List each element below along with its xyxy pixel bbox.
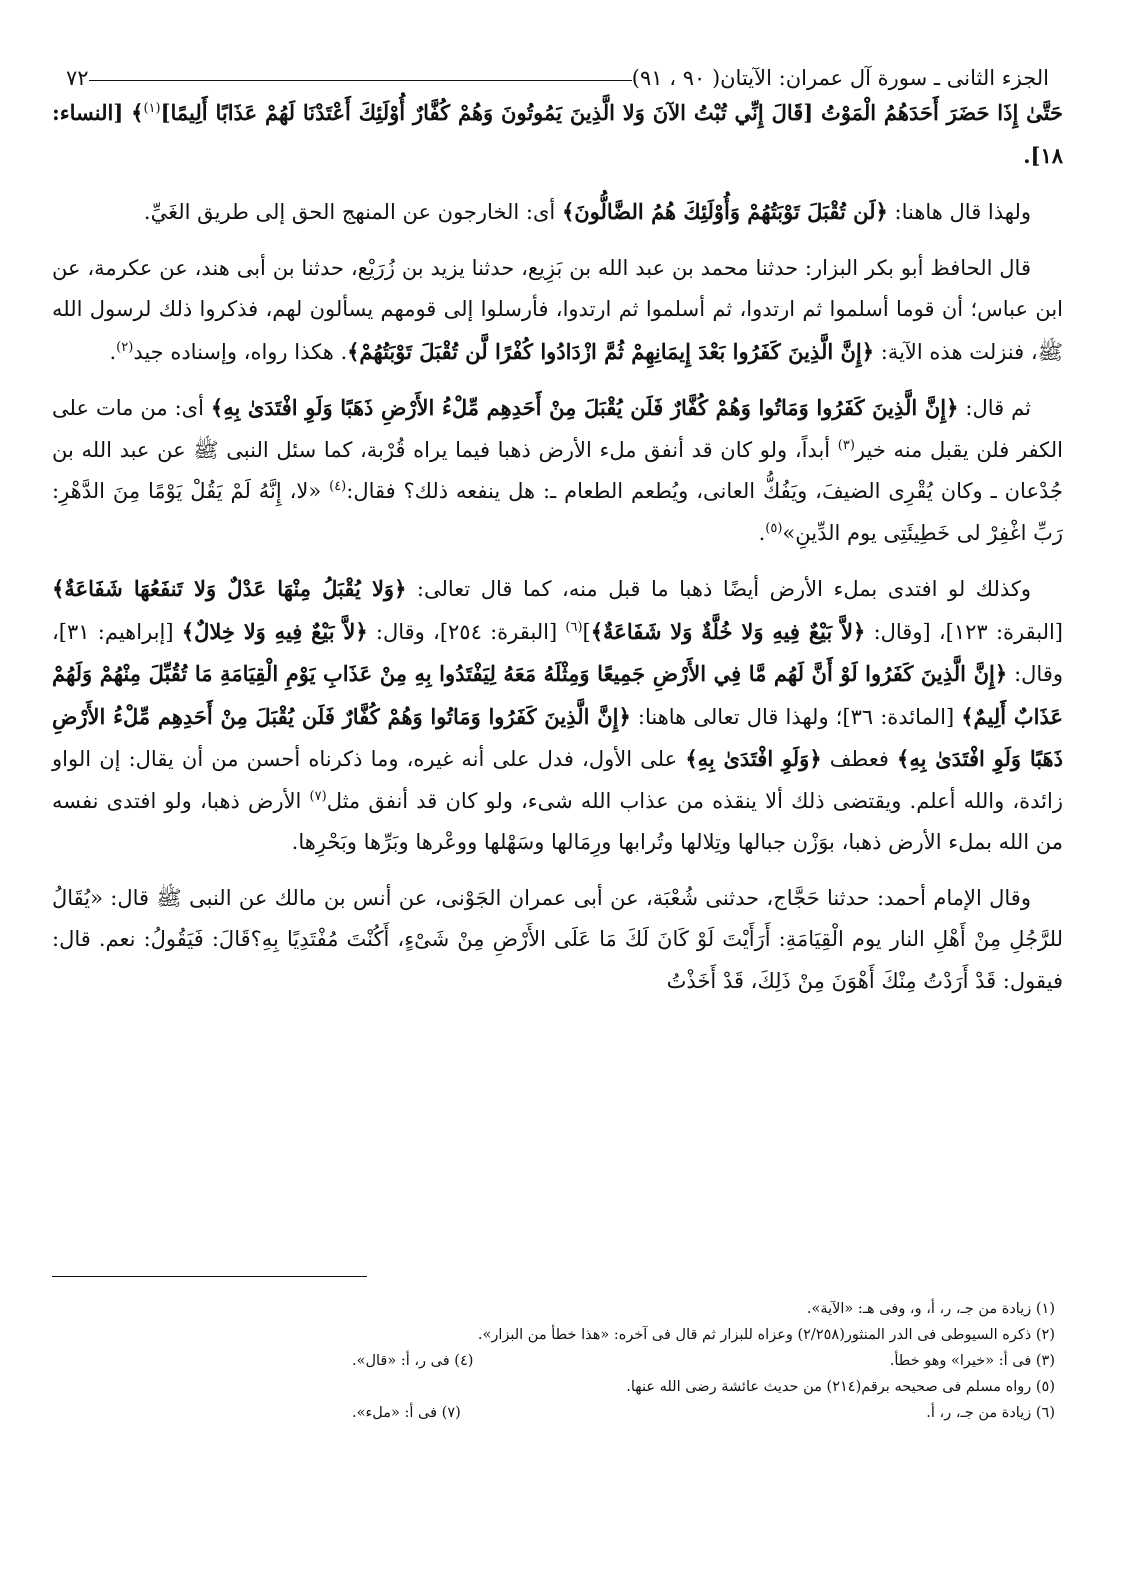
text-run: [المائدة: ٣٦]؛ ولهذا قال تعالى هاهنا: bbox=[630, 704, 962, 729]
text-run: وقال الإمام أحمد: حدثنا حَجَّاج، حدثنى شُعْبَة، عن أبى عمران الجَوْنى، عن أنس بن مالك عن النبى ﷺ قال: «يُقَالُ للرَّجُلِ مِنْ أَهْلِ النار يوم الْقِيَامَةِ: أَرَأَيْتَ لَوْ كَانَ لَكَ مَا عَلَى الأَرْضِ مِنْ شَىْءٍ، أَكُنْتَ مُفْتَدِيًا بِهِ؟قَالَ: فَيَقُولُ: نعم. قال: فيقول: قَدْ أَرَدْتُ مِنْكَ أَهْوَنَ مِنْ ذَلِكَ، قَدْ أَخَذْتُ bbox=[52, 885, 1063, 993]
main-text bbox=[52, 92, 1063, 1002]
quranic-quote: ﴿إِنَّ الَّذِينَ كَفَرُوا وَمَاتُوا وَهُمْ كُفَّارٌ فَلَن يُقْبَلَ مِنْ أَحَدِهِم مِّلْءُ الأَرْضِ ذَهَبًا وَلَوِ افْتَدَىٰ بِهِ﴾ bbox=[210, 395, 959, 420]
footnote-separator bbox=[52, 1276, 367, 1277]
quranic-quote: ﴿وَلَوِ افْتَدَىٰ بِهِ﴾ bbox=[685, 746, 822, 771]
paragraph bbox=[52, 92, 1063, 177]
quranic-quote: ﴿لاَّ بَيْعٌ فِيهِ وَلا خُلَّةٌ وَلا شَفَاعَةٌ﴾ bbox=[590, 618, 866, 644]
footnote-ref: (١) bbox=[143, 101, 161, 116]
paragraph bbox=[52, 878, 1063, 1003]
quranic-quote: ﴿وَلا يُقْبَلُ مِنْهَا عَدْلٌ وَلا تَنفَعُهَا شَفَاعَةٌ﴾ bbox=[52, 576, 407, 601]
quranic-quote: ﴿لَن تُقْبَلَ تَوْبَتُهُمْ وَأُوْلَئِكَ هُمُ الضَّالُّونَ﴾ bbox=[561, 199, 888, 224]
text-run: فعطف bbox=[821, 747, 898, 771]
text-run: قال الحافظ أبو بكر البزار: حدثنا محمد بن عبد الله بن بَزِيع، حدثنا يزيد بن زُرَيْع، حدثنا بن أبى هند، عن عكرمة، عن ابن عباس؛ أن قوما أسلموا ثم ارتدوا، ثم أسلموا ثم ارتدوا، فأرسلوا إلى قومهم يسألون لهم، فذكروا ذلك لرسول الله ﷺ، فنزلت هذه الآية: bbox=[52, 255, 1063, 364]
paragraph bbox=[52, 568, 1063, 864]
running-header bbox=[52, 56, 1063, 90]
footnote: (٣) فى أ: «خيرا» وهو خطأ. bbox=[889, 1353, 1055, 1369]
footnote-ref: (٣) bbox=[837, 437, 855, 453]
text-run: أى: الخارجون عن المنهج الحق إلى طريق الغَيِّ. bbox=[143, 200, 562, 224]
text-run: [البقرة: ٢٥٤]، وقال: bbox=[367, 619, 566, 644]
paragraph bbox=[52, 191, 1063, 234]
footnote-ref: (٥) bbox=[765, 520, 783, 536]
footnote-ref: (٧) bbox=[309, 788, 327, 804]
text-run: على الأول، فدل على أنه غيره، وما ذكرناه أحسن من أن يقال: إن الواو زائدة، والله أعلم. ويقتضى ذلك ألا ينقذه من عذاب الله شىء، ولو كان قد أنفق مثل bbox=[52, 747, 1063, 813]
header-title: الجزء الثانى ـ سورة آل عمران: الآيتان( ٩٠ ، ٩١) bbox=[631, 66, 1049, 90]
footnote: (٦) زيادة من جـ، ر، أ. bbox=[926, 1405, 1055, 1421]
footnote-ref: (٦) bbox=[565, 619, 583, 635]
quranic-quote: ﴾ [النساء: ١٨]. bbox=[52, 100, 1063, 168]
quranic-quote: ﴿إِنَّ الَّذِينَ كَفَرُوا لَوْ أَنَّ لَهُم مَّا فِي الأَرْضِ جَمِيعًا وَمِثْلَهُ مَعَهُ لِيَفْتَدُوا بِهِ مِنْ عَذَابِ يَوْمِ الْقِيَامَةِ مَا تُقُبِّلَ مِنْهُمْ وَلَهُمْ عَذَابٌ أَلِيمٌ﴾ bbox=[52, 661, 1063, 729]
text-run: ] bbox=[582, 619, 591, 644]
text-run: وكذلك لو افتدى بملء الأرض أيضًا ذهبا ما قبل منه، كما قال تعالى: bbox=[406, 577, 1031, 601]
footnote: (٢) ذكره السيوطى فى الدر المنثور(٢/٢٥٨) وعزاه للبزار ثم قال فى آخره: «هذا خطأ من البزار». bbox=[477, 1327, 1055, 1343]
text-run: أبداً، ولو كان قد أنفق ملء الأرض ذهبا فيما يراه قُرْبة، كما سئل النبى ﷺ عن عبد الله بن جُدْعان ـ وكان يُقْرِى الضيفَ، ويَفُكُّ العانى، ويُطعم الطعام ـ: هل ينفعه ذلك؟ فقال: bbox=[52, 437, 1063, 503]
quranic-quote: ﴿إِنَّ الَّذِينَ كَفَرُوا بَعْدَ إِيمَانِهِمْ ثُمَّ ازْدَادُوا كُفْرًا لَّن تُقْبَلَ تَوْبَتُهُمْ﴾ bbox=[347, 338, 875, 364]
page-number: ٧٢ bbox=[66, 66, 89, 90]
paragraph bbox=[52, 248, 1063, 374]
text-run: ثم قال: bbox=[958, 396, 1032, 420]
footnote: (٧) فى أ: «ملء». bbox=[352, 1405, 461, 1421]
footnote: (٤) فى ر، أ: «قال». bbox=[352, 1353, 474, 1369]
quranic-quote: ﴿إِنَّ الَّذِينَ كَفَرُوا وَمَاتُوا وَهُمْ كُفَّارٌ فَلَن يُقْبَلَ مِنْ أَحَدِهِم مِّلْءُ الأَرْضِ ذَهَبًا وَلَوِ افْتَدَىٰ بِهِ﴾ bbox=[52, 703, 1063, 771]
text-run: «لا، إِنَّهُ لَمْ يَقُلْ يَوْمًا مِنَ الدَّهْرِ: رَبِّ اغْفِرْ لى خَطِيئَتِى يوم الدِّينِ» bbox=[52, 479, 1063, 545]
footnote: (١) زيادة من جـ، ر، أ، و، وفى هـ: «الآية». bbox=[806, 1301, 1055, 1317]
footnote-ref: (٢) bbox=[116, 339, 134, 355]
footnotes bbox=[52, 1296, 1055, 1426]
quranic-quote: ﴿لاَّ بَيْعٌ فِيهِ وَلا خِلالٌ﴾ bbox=[181, 618, 368, 644]
footnote-row bbox=[52, 1348, 1055, 1374]
text-run: الأرض ذهبا، ولو افتدى نفسه من الله بملء الأرض ذهبا، بوَزْن جبالها وتِلالها وتُرابها ورِمَالها وسَهْلها ووعْرها وبَرِّها وبَحْرِها. bbox=[52, 788, 1063, 854]
text-run: . هكذا رواه، وإسناده جيد bbox=[133, 339, 348, 364]
footnote-row bbox=[52, 1400, 1055, 1426]
text-run: . bbox=[109, 339, 117, 364]
footnote-ref: (٤) bbox=[329, 479, 347, 494]
quranic-quote: حَتَّىٰ إِذَا حَضَرَ أَحَدَهُمُ الْمَوْتُ [قَالَ إِنِّي تُبْتُ الآنَ وَلا الَّذِينَ يَمُوتُونَ وَهُمْ كُفَّارٌ أُوْلَئِكَ أَعْتَدْنَا لَهُمْ عَذَابًا أَلِيمًا] bbox=[160, 100, 1063, 125]
text-run: [إبراهيم: ٣١]، وقال: bbox=[52, 619, 1063, 686]
document-page bbox=[52, 56, 1063, 1570]
text-run: [البقرة: ١٢٣]، [وقال: bbox=[865, 619, 1063, 644]
footnote: (٥) رواه مسلم فى صحيحه برقم(٢١٤) من حديث عائشة رضى الله عنها. bbox=[626, 1379, 1055, 1395]
text-run: . bbox=[758, 520, 766, 545]
paragraph bbox=[52, 387, 1063, 554]
text-run: أى: من مات على الكفر فلن يقبل منه خير bbox=[52, 396, 1063, 462]
text-run: ولهذا قال هاهنا: bbox=[887, 200, 1031, 224]
header-rule bbox=[89, 80, 632, 81]
